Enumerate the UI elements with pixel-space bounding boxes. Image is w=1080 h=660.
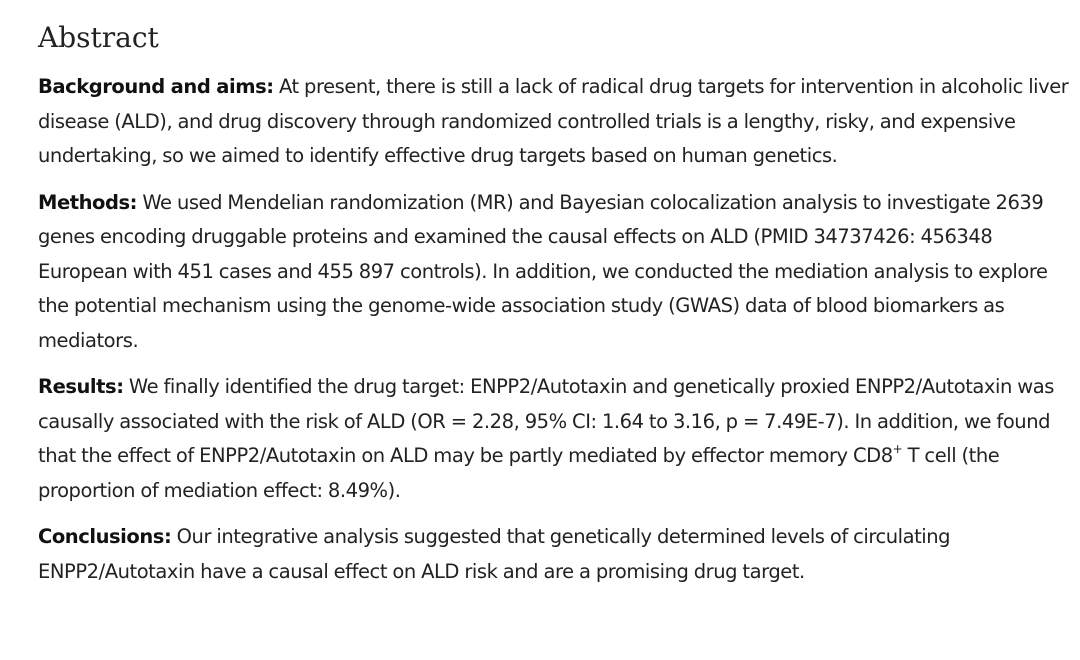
abstract-heading: Abstract [38,21,159,54]
conclusions-text: Our integrative analysis suggested that genetically determined levels of circulating ENPP2/Autotaxin have a causal effect on ALD risk and are a promising drug target. [38,525,951,583]
conclusions-label: Conclusions: [38,525,172,548]
cd8-superscript: + [892,441,903,456]
background-paragraph [38,70,1074,174]
methods-label: Methods: [38,190,137,214]
results-label: Results: [38,375,124,398]
abstract-section [38,18,1074,601]
background-label: Background and aims: [38,75,274,98]
methods-text: We used Mendelian randomization (MR) and Bayesian colocalization analysis to investigate 2639 genes encoding druggable proteins and examined the causal effects on ALD (PMID 34737426: 456348 European with 451 cases and 455 897 controls). In addition, we conducted the mediation analysis to explore the potential mechanism using the genome-wide association study (GWAS) data of blood biomarkers as mediators. [38,190,1048,352]
results-paragraph [38,370,1074,508]
results-text: We finally identified the drug target: ENPP2/Autotaxin and genetically proxied ENPP2/Autotaxin was causally associated with the risk of ALD (OR = 2.28, 95% CI: 1.64 to 3.16, p = 7.49E-7). In addition, we found that the effect of ENPP2/Autotaxin on ALD may be partly mediated by effector memory CD8 [38,375,1054,467]
results-text-end: T cell (the proportion of mediation effect: 8.49%). [38,444,1000,502]
background-text: At present, there is still a lack of radical drug targets for intervention in alcoholic liver disease (ALD), and drug discovery through randomized controlled trials is a lengthy, risky, and expensive undertaking, so we aimed to identify effective drug targets based on human genetics. [38,75,1069,167]
conclusions-paragraph [38,520,1074,589]
methods-paragraph [38,186,1074,359]
